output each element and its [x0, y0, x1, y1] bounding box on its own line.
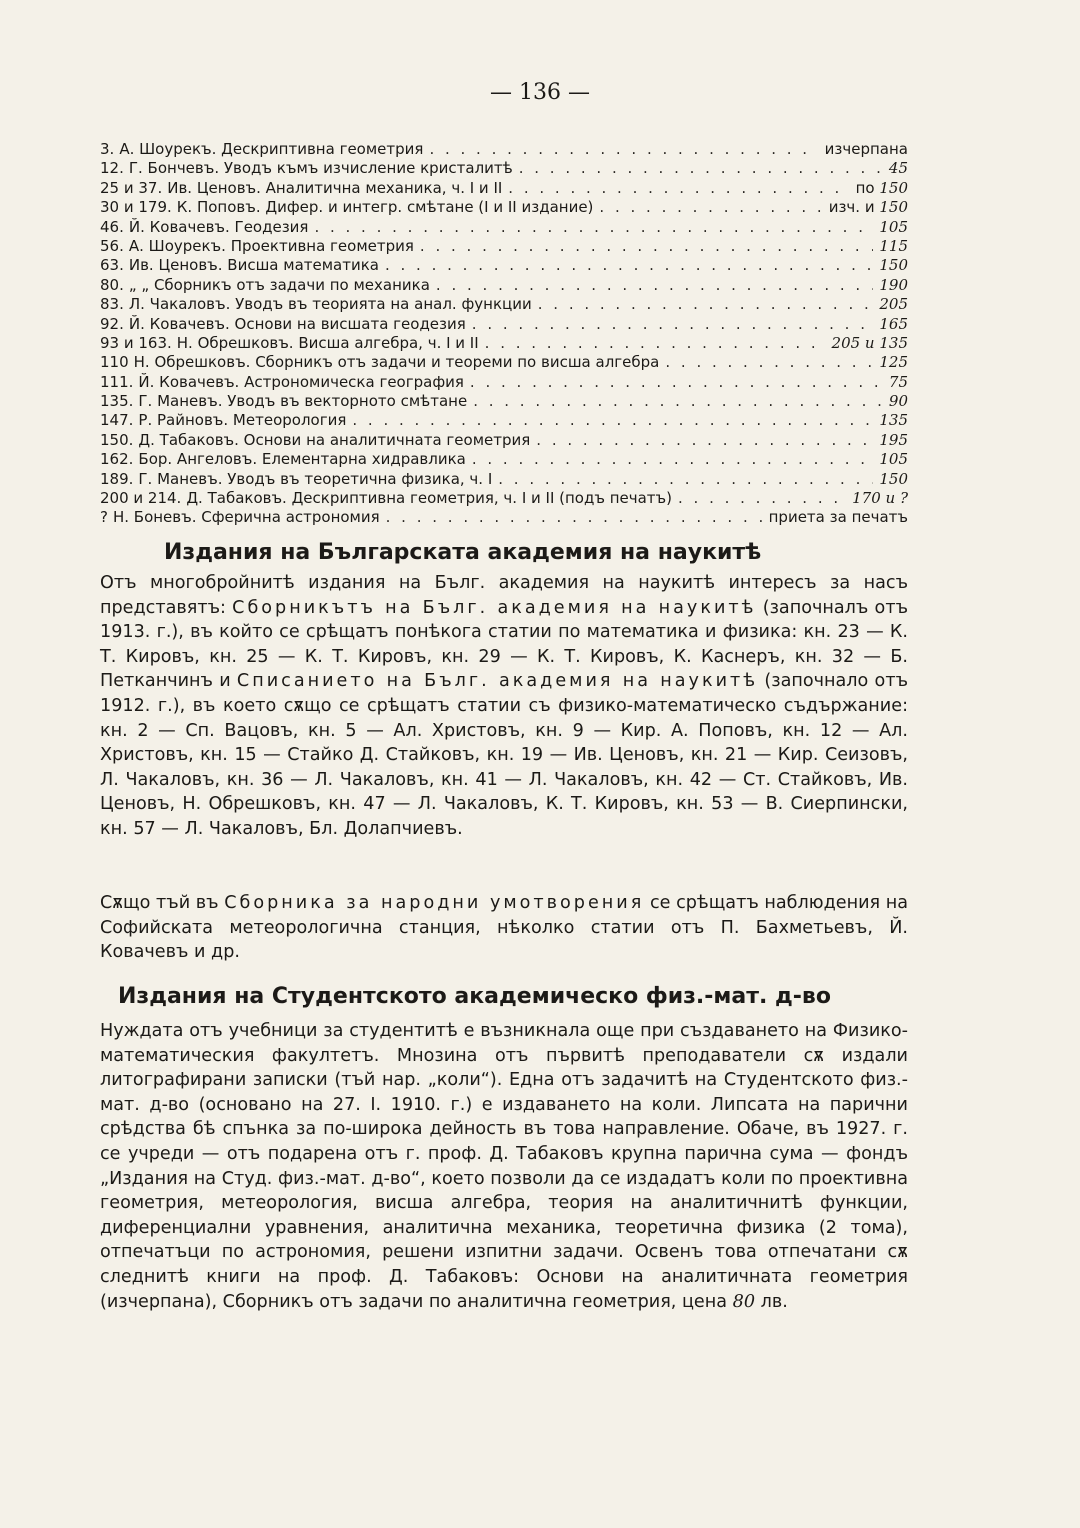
toc-price-value: 125 [879, 353, 908, 372]
toc-price-value: 75 [888, 372, 908, 391]
toc-price-value: 195 [879, 430, 908, 449]
toc-number: 46. [100, 217, 124, 236]
toc-price-value: изчерпана [824, 140, 908, 158]
toc-title: Л. Чакаловъ. Уводъ въ теорията на анал. функции [128, 295, 532, 314]
toc-price [879, 276, 908, 295]
toc-price [769, 508, 908, 527]
toc-number: 92. [100, 314, 124, 333]
toc-price [879, 353, 908, 372]
toc-price [879, 431, 908, 450]
toc-row [100, 431, 908, 450]
toc-number: 189. [100, 469, 134, 488]
toc-leader-dots [472, 450, 874, 469]
page-number: — 136 — [490, 80, 590, 105]
toc-title: К. Поповъ. Дифер. и интегр. смѣтане (I и II издание) [176, 198, 594, 217]
toc-price [879, 450, 908, 469]
toc-row [100, 489, 908, 508]
toc-price-value: 150 [879, 256, 908, 275]
toc-row [100, 159, 908, 178]
toc-number: 80. [100, 275, 124, 294]
toc-leader-dots [678, 489, 846, 508]
toc-row [100, 276, 908, 295]
toc-title: „ „ Сборникъ отъ задачи по механика [128, 275, 430, 294]
toc-number: 147. [100, 411, 134, 430]
section-heading-student-society: Издания на Студентското академическо физ.-мат. д-во [118, 984, 831, 1009]
toc-leader-dots [519, 159, 883, 178]
toc-price [879, 411, 908, 430]
toc-price-value: 150 [879, 469, 908, 488]
toc-price-value: 150 [879, 178, 908, 197]
toc-leader-dots [498, 470, 873, 489]
toc-leader-dots [429, 140, 818, 159]
toc-title: Н. Боневъ. Сферична астрономия [112, 508, 380, 527]
toc-number: 83. [100, 295, 124, 314]
toc-price [889, 392, 908, 411]
toc-row [100, 470, 908, 489]
toc-leader-dots [470, 373, 883, 392]
toc-number: 12. [100, 159, 124, 178]
toc-number: 93 и 163. [100, 333, 172, 352]
paragraph-student-society: Нуждата отъ учебници за студентитѣ е възникнала още при създаването на Физико-математическия факултетъ. Мнозина отъ първитѣ преподаватели сѫ издали литографирани записки (тъй нар. „коли“). Една отъ задачитѣ на Студентското физ.-мат. д-во (основано на 27. I. 1910. г.) е издаването на коли. Липсата на парични срѣдства бѣ спънка за по-широка дейность въ това направление. Обаче, въ 1927. г. се учреди — отъ подарена отъ г. проф. Д. Табаковъ крупна парична сума — фондъ „Издания на Студ. физ.-мат. д-во“, което позволи да се издадатъ коли по проективна геометрия, метеорология, висша алгебра, теория на аналитичнитѣ функции, диференциални уравнения, аналитична механика, теоретична физика (2 тома), отпечатъци по астрономия, решени изпитни задачи. Освенъ това отпечатани сѫ следнитѣ книги на проф. Д. Табаковъ: Основи на аналитичната геометрия (изчерпана), Сборникъ отъ задачи по аналитична геометрия, цена 80 лв. [100, 1021, 908, 1312]
toc-price [879, 256, 908, 275]
toc-price-value: 165 [879, 314, 908, 333]
toc-number: 30 и 179. [100, 198, 172, 217]
toc-price-value: 105 [879, 217, 908, 236]
publications-list [100, 140, 908, 528]
toc-title: Р. Райновъ. Метеорология [138, 411, 347, 430]
toc-price [852, 489, 908, 508]
toc-price [825, 140, 908, 159]
toc-title: Г. Маневъ. Уводъ въ теоретична физика, ч. I [138, 469, 493, 488]
toc-number: 3. [100, 140, 115, 158]
toc-number: 162. [100, 450, 134, 469]
toc-row [100, 450, 908, 469]
toc-title: Й. Ковачевъ. Основи на висшата геодезия [128, 314, 466, 333]
toc-number: 110 [100, 353, 129, 372]
toc-row [100, 315, 908, 334]
toc-number: 135. [100, 392, 134, 411]
paragraph-academy-1: Отъ многобройнитѣ издания на Бълг. академия на наукитѣ интересъ за насъ представятъ: Сборникътъ на Бълг. академия на наукитѣ (започналъ отъ 1913. г.), въ който се срѣщатъ понѣкога статии по математика и физика: кн. 23 — К. Т. Кировъ, кн. 25 — К. Т. Кировъ, кн. 29 — К. Т. Кировъ, К. Каснеръ, кн. 32 — Б. Петканчинъ и Списанието на Бълг. академия на наукитѣ (започнало отъ 1912. г.), въ което сѫщо се срѣщатъ статии съ физико-математическо съдържание: кн. 2 — Сп. Вацовъ, кн. 5 — Ал. Христовъ, кн. 9 — Кир. А. Поповъ, кн. 12 — Ал. Христовъ, кн. 15 — Стайко Д. Стайковъ, кн. 19 — Ив. Ценовъ, кн. 21 — Кир. Сеизовъ, Л. Чакаловъ, кн. 36 — Л. Чакаловъ, кн. 41 — Л. Чакаловъ, кн. 42 — Ст. Стайковъ, Ив. Ценовъ, Н. Обрешковъ, кн. 47 — Л. Чакаловъ, К. Т. Кировъ, кн. 53 — В. Сиерпински, кн. 57 — Л. Чакаловъ, Бл. Долапчиевъ. [100, 573, 909, 839]
toc-title: Д. Табаковъ. Основи на аналитичната геометрия [138, 430, 531, 449]
toc-leader-dots [665, 353, 873, 372]
toc-price [879, 295, 908, 314]
toc-number: 111. [100, 372, 134, 391]
toc-row [100, 256, 908, 275]
toc-row [100, 179, 908, 198]
toc-leader-dots [508, 179, 849, 198]
toc-title: Й. Ковачевъ. Астрономическа география [138, 372, 464, 391]
toc-price-value: 150 [879, 198, 908, 217]
toc-row [100, 237, 908, 256]
toc-price-value: 205 [879, 295, 908, 314]
toc-title: Г. Маневъ. Уводъ въ векторното смѣтане [138, 392, 468, 411]
toc-leader-dots [472, 315, 874, 334]
section-heading-academy: Издания на Българската академия на наукитѣ [164, 540, 762, 565]
toc-title: Н. Обрешковъ. Сборникъ отъ задачи и теореми по висша алгебра [133, 353, 660, 372]
toc-title: Бор. Ангеловъ. Елементарна хидравлика [138, 450, 466, 469]
toc-price [829, 198, 908, 217]
toc-row [100, 218, 908, 237]
toc-row [100, 198, 908, 217]
toc-number: ? [100, 508, 108, 527]
toc-number: 63. [100, 256, 124, 275]
toc-leader-dots [473, 392, 883, 411]
toc-price [889, 373, 908, 392]
toc-leader-dots [599, 198, 822, 217]
toc-title: Й. Ковачевъ. Геодезия [128, 217, 309, 236]
toc-leader-dots [536, 431, 873, 450]
toc-leader-dots [352, 411, 873, 430]
toc-price-value: 170 и ? [852, 489, 908, 508]
title-folklore-collection: Сборника за народни умотворения [224, 893, 645, 913]
title-spisanie: Списанието на Бълг. академия на наукитѣ [236, 671, 759, 692]
title-sbornik: Сборникътъ на Бълг. академия на наукитѣ [232, 597, 757, 618]
paragraph-academy-2: Сѫщо тъй въ Сборника за народни умотворения се срѣщатъ наблюдения на Софийската метеорологична станция, нѣколко статии отъ П. Бахметьевъ, Й. Ковачевъ и др. [100, 893, 909, 963]
toc-price-value: 205 и 135 [831, 333, 908, 352]
toc-leader-dots [420, 237, 873, 256]
toc-leader-dots [538, 295, 874, 314]
toc-price [856, 179, 908, 198]
toc-title: А. Шоурекъ. Проективна геометрия [128, 236, 414, 255]
toc-price [889, 159, 908, 178]
toc-leader-dots [385, 256, 873, 275]
toc-price-value: 90 [888, 392, 908, 411]
toc-price-value: приета за печатъ [768, 508, 908, 527]
toc-price [879, 470, 908, 489]
toc-title: Н. Обрешковъ. Висша алгебра, ч. I и II [176, 333, 479, 352]
toc-price [832, 334, 908, 353]
toc-number: 150. [100, 430, 134, 449]
toc-leader-dots [485, 334, 826, 353]
toc-title: Д. Табаковъ. Дескриптивна геометрия, ч. I и II (подъ печатъ) [186, 489, 672, 508]
toc-price-value: 190 [879, 275, 908, 294]
toc-row [100, 334, 908, 353]
toc-number: 25 и 37. [100, 178, 163, 197]
toc-row [100, 353, 908, 372]
toc-title: Ив. Ценовъ. Висша математика [128, 256, 379, 275]
toc-number: 56. [100, 236, 124, 255]
toc-title: Ив. Ценовъ. Аналитична механика, ч. I и II [167, 178, 503, 197]
toc-row [100, 411, 908, 430]
toc-price-value: 135 [879, 411, 908, 430]
toc-row [100, 295, 908, 314]
toc-leader-dots [386, 508, 763, 527]
book-price: 80 [732, 1291, 756, 1312]
toc-price-value: 105 [879, 450, 908, 469]
toc-price [879, 237, 908, 256]
toc-row [100, 508, 908, 527]
toc-price [879, 315, 908, 334]
toc-leader-dots [436, 276, 873, 295]
toc-price [879, 218, 908, 237]
toc-number: 200 и 214. [100, 489, 182, 508]
toc-row [100, 140, 908, 159]
toc-price-prefix: по [855, 178, 875, 197]
toc-title: А. Шоурекъ. Дескриптивна геометрия [119, 140, 424, 158]
toc-price-prefix: изч. и [828, 198, 875, 217]
toc-leader-dots [314, 218, 873, 237]
toc-title: Г. Бончевъ. Уводъ къмъ изчисление кристалитѣ [128, 159, 513, 178]
toc-row [100, 373, 908, 392]
toc-price-value: 45 [888, 159, 908, 178]
toc-price-value: 115 [879, 236, 908, 255]
toc-row [100, 392, 908, 411]
